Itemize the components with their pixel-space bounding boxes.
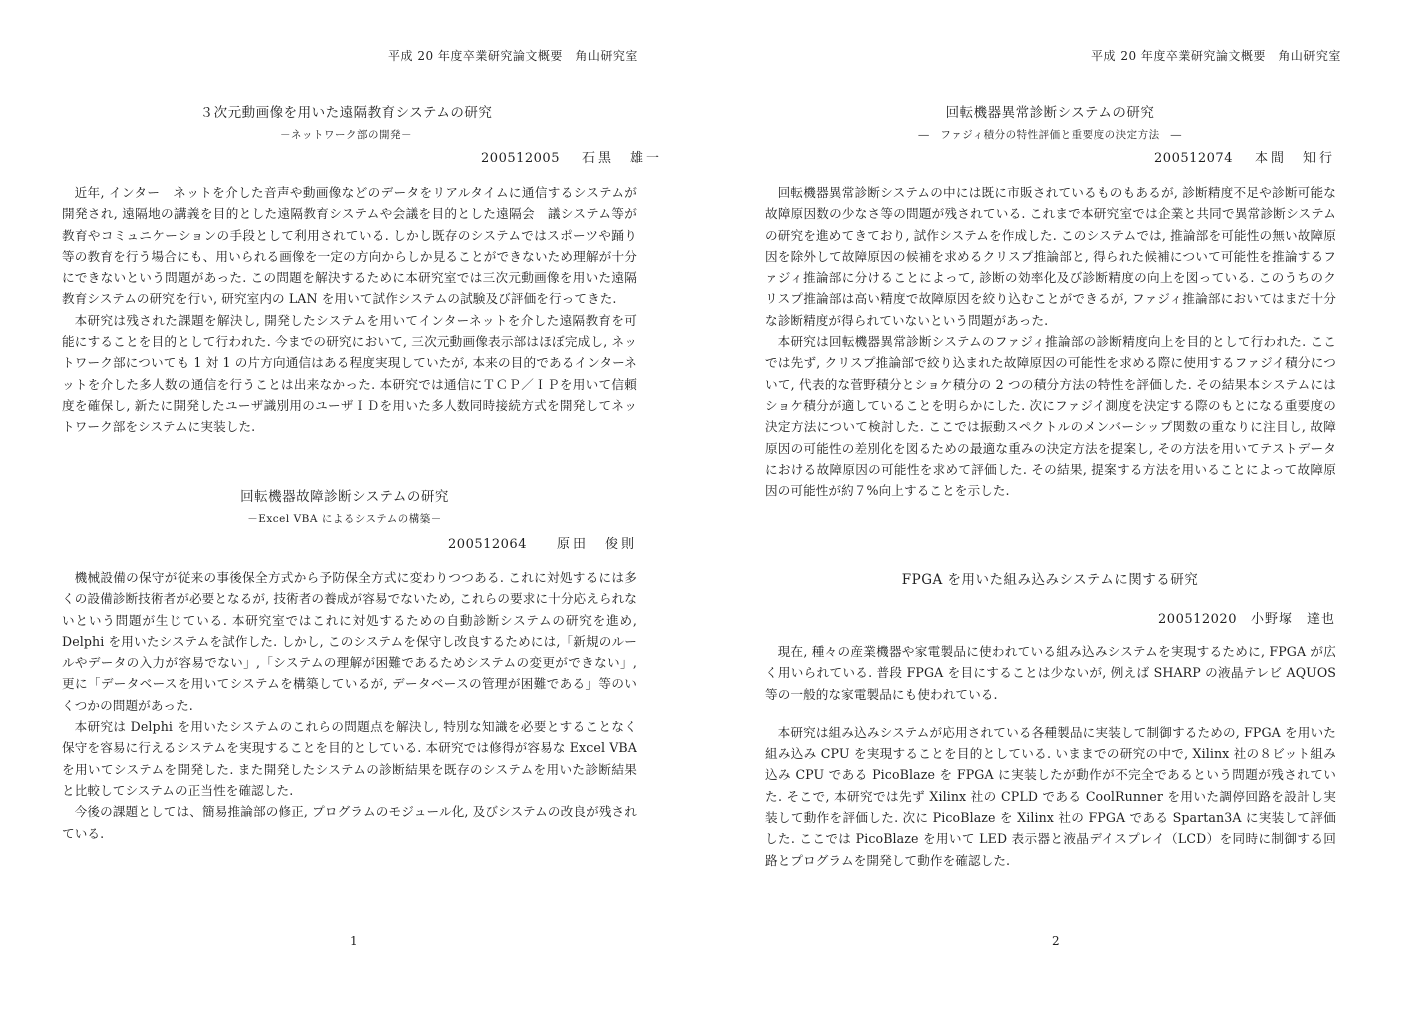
student-id: 200512064 (448, 537, 527, 552)
paragraph: 近年, インター ネットを介した音声や動画像などのデータをリアルタイムに通信するシステムが開発され, 遠隔地の講義を目的とした遠隔教育システムや会議を目的とした遠隔会 議システム等が教育やコミュニケーションの手段として利用されている. しかし既存のシステムではスポーツや踊り等の教育を行う場合にも、用いられる画像を一定の方向からしか見ることができないため理解が十分にできないという問題があった. この問題を解決するために本研究室では三次元動画像を用いた遠隔教育システムの研究を行い, 研究室内の LAN を用いて試作システムの試験及び評価を行ってきた. (62, 185, 637, 307)
student-id: 200512005 (481, 151, 560, 166)
article-body (765, 641, 1336, 871)
author-line (765, 608, 1335, 627)
paragraph: 本研究は回転機器異常診断システムのファジィ推論部の診断精度向上を目的として行われた. ここでは先ず, クリスプ推論部で絞り込まれた故障原因の可能性を求める際に使用するファジイ積分について, 代表的な菅野積分とショケ積分の 2 つの積分方法の特性を評価した. その結果本システムにはショケ積分が適していることを明らかにした. 次にファジイ測度を決定する際のもとになる重要度の決定方法について検討した. ここでは振動スペクトルのメンバーシップ関数の重なりに注目し, 故障原因の可能性の差別化を図るための最適な重みの決定方法を提案し, その方法を用いてテストデータにおける故障原因の可能性を求めて評価した. その結果, 提案する方法を用いることによって故障原因の可能性が約７%向上することを示した. (765, 334, 1336, 499)
article-body (62, 182, 637, 438)
paragraph: 機械設備の保守が従来の事後保全方式から予防保全方式に変わりつつある. これに対処するには多くの設備診断技術者が必要となるが, 技術者の養成が容易でないため, これらの要求に十分応えられないという問題が生じている. 本研究室ではこれに対処するための自動診断システムの研究を進め, Delphi を用いたシステムを試作した. しかし, このシステムを保守し改良するためには,「新規のルールやデータの入力が容易でない」,「システムの理解が困難であるためシステムの変更ができない」, 更に「データベースを用いてシステムを構築しているが, データベースの管理が困難である」等のいくつかの問題があった. (62, 570, 637, 713)
right-page (700, 0, 1403, 1020)
article-subtitle: －Excel VBA によるシステムの構築－ (247, 513, 442, 525)
article-body (62, 567, 637, 844)
page-header: 平成 20 年度卒業研究論文概要 角山研究室 (1091, 49, 1341, 63)
article-heading (765, 568, 1335, 627)
page-number: 2 (1052, 934, 1060, 948)
student-id: 200512074 (1154, 151, 1233, 166)
author-line (62, 147, 662, 166)
article-heading (62, 101, 662, 166)
article-title: 回転機器異常診断システムの研究 (945, 105, 1155, 121)
page-header: 平成 20 年度卒業研究論文概要 角山研究室 (388, 49, 638, 63)
paragraph: 現在, 種々の産業機器や家電製品に使われている組み込みシステムを実現するために, FPGA が広く用いられている. 普段 FPGA を目にすることは少ないが, 例えば SHARP の液晶テレビ AQUOS 等の一般的な家電製品にも使われている. (765, 644, 1336, 702)
article-body (765, 182, 1336, 501)
article-subtitle: ― ファジィ積分の特性評価と重要度の決定方法 ― (918, 129, 1182, 141)
author-name: 本間 知行 (1254, 151, 1335, 166)
author-line (765, 147, 1335, 166)
paragraph: 回転機器異常診断システムの中には既に市販されているものもあるが, 診断精度不足や診断可能な故障原因数の少なさ等の問題が残されている. これまで本研究室では企業と共同で異常診断システムの研究を進めてきており, 試作システムを作成した. このシステムでは, 推論部を可能性の無い故障原因を除外して故障原因の候補を求めるクリスプ推論部と, 得られた候補について可能性を推論するファジィ推論部に分けることによって, 診断の効率化及び診断精度の向上を図っている. このうちのクリスプ推論部は高い精度で故障原因を絞り込むことができるが, ファジィ推論部においてはまだ十分な診断精度が得られていないという問題があった. (765, 185, 1336, 328)
author-name: 小野塚 達也 (1250, 612, 1335, 627)
article-title: FPGA を用いた組み込みシステムに関する研究 (901, 572, 1199, 588)
paragraph: 本研究は Delphi を用いたシステムのこれらの問題点を解決し, 特別な知識を必要とすることなく保守を容易に行えるシステムを実現することを目的としている. 本研究では修得が容易な Excel VBA を用いてシステムを開発した. また開発したシステムの診断結果を既存のシステムを用いた診断結果と比較してシステムの正当性を確認した. (62, 719, 637, 798)
author-line (62, 533, 637, 552)
page-number: 1 (350, 934, 358, 948)
student-id: 200512020 (1158, 612, 1237, 627)
article-title: ３次元動画像を用いた遠隔教育システムの研究 (199, 105, 493, 121)
article-heading (765, 101, 1335, 166)
article-title: 回転機器故障診断システムの研究 (240, 489, 449, 505)
paragraph: 本研究は組み込みシステムが応用されている各種製品に実装して制御するための, FPGA を用いた組み込み CPU を実現することを目的としている. いままでの研究の中で, Xilinx 社の８ビット組み込み CPU である PicoBlaze を FPGA に実装したが動作が不完全であるという問題が残されていた. そこで, 本研究では先ず Xilinx 社の CPLD である CoolRunner を用いた調停回路を設計し実装して動作を評価した. 次に PicoBlaze を Xilinx 社の FPGA である Spartan3A に実装して評価した. ここでは PicoBlaze を用いて LED 表示器と液晶デイスプレイ（LCD）を同時に制御する回路とプログラムを開発して動作を確認した. (765, 724, 1336, 868)
paragraph: 今後の課題としては、簡易推論部の修正, プログラムのモジュール化, 及びシステムの改良が残されている. (62, 804, 637, 841)
paragraph: 本研究は残された課題を解決し, 開発したシステムを用いてインターネットを介した遠隔教育を可能にすることを目的として行われた. 今までの研究において, 三次元動画像表示部はほぼ完成し, ネットワーク部についても 1 対 1 の片方向通信はある程度実現していたが, 本来の目的であるインターネットを介した多人数の通信を行うことは出来なかった. 本研究では通信にＴＣＰ／ＩＰを用いて信頼度を確保し, 新たに開発したユーザ識別用のユーザＩＤを用いた多人数同時接続方式を開発してネットワーク部をシステムに実装した. (62, 312, 637, 435)
author-name: 原田 俊則 (556, 537, 637, 552)
article-subtitle: －ネットワーク部の開発－ (280, 129, 412, 141)
author-name: 石黒 雄一 (581, 151, 662, 166)
left-page (0, 0, 700, 1020)
article-heading (62, 485, 637, 552)
